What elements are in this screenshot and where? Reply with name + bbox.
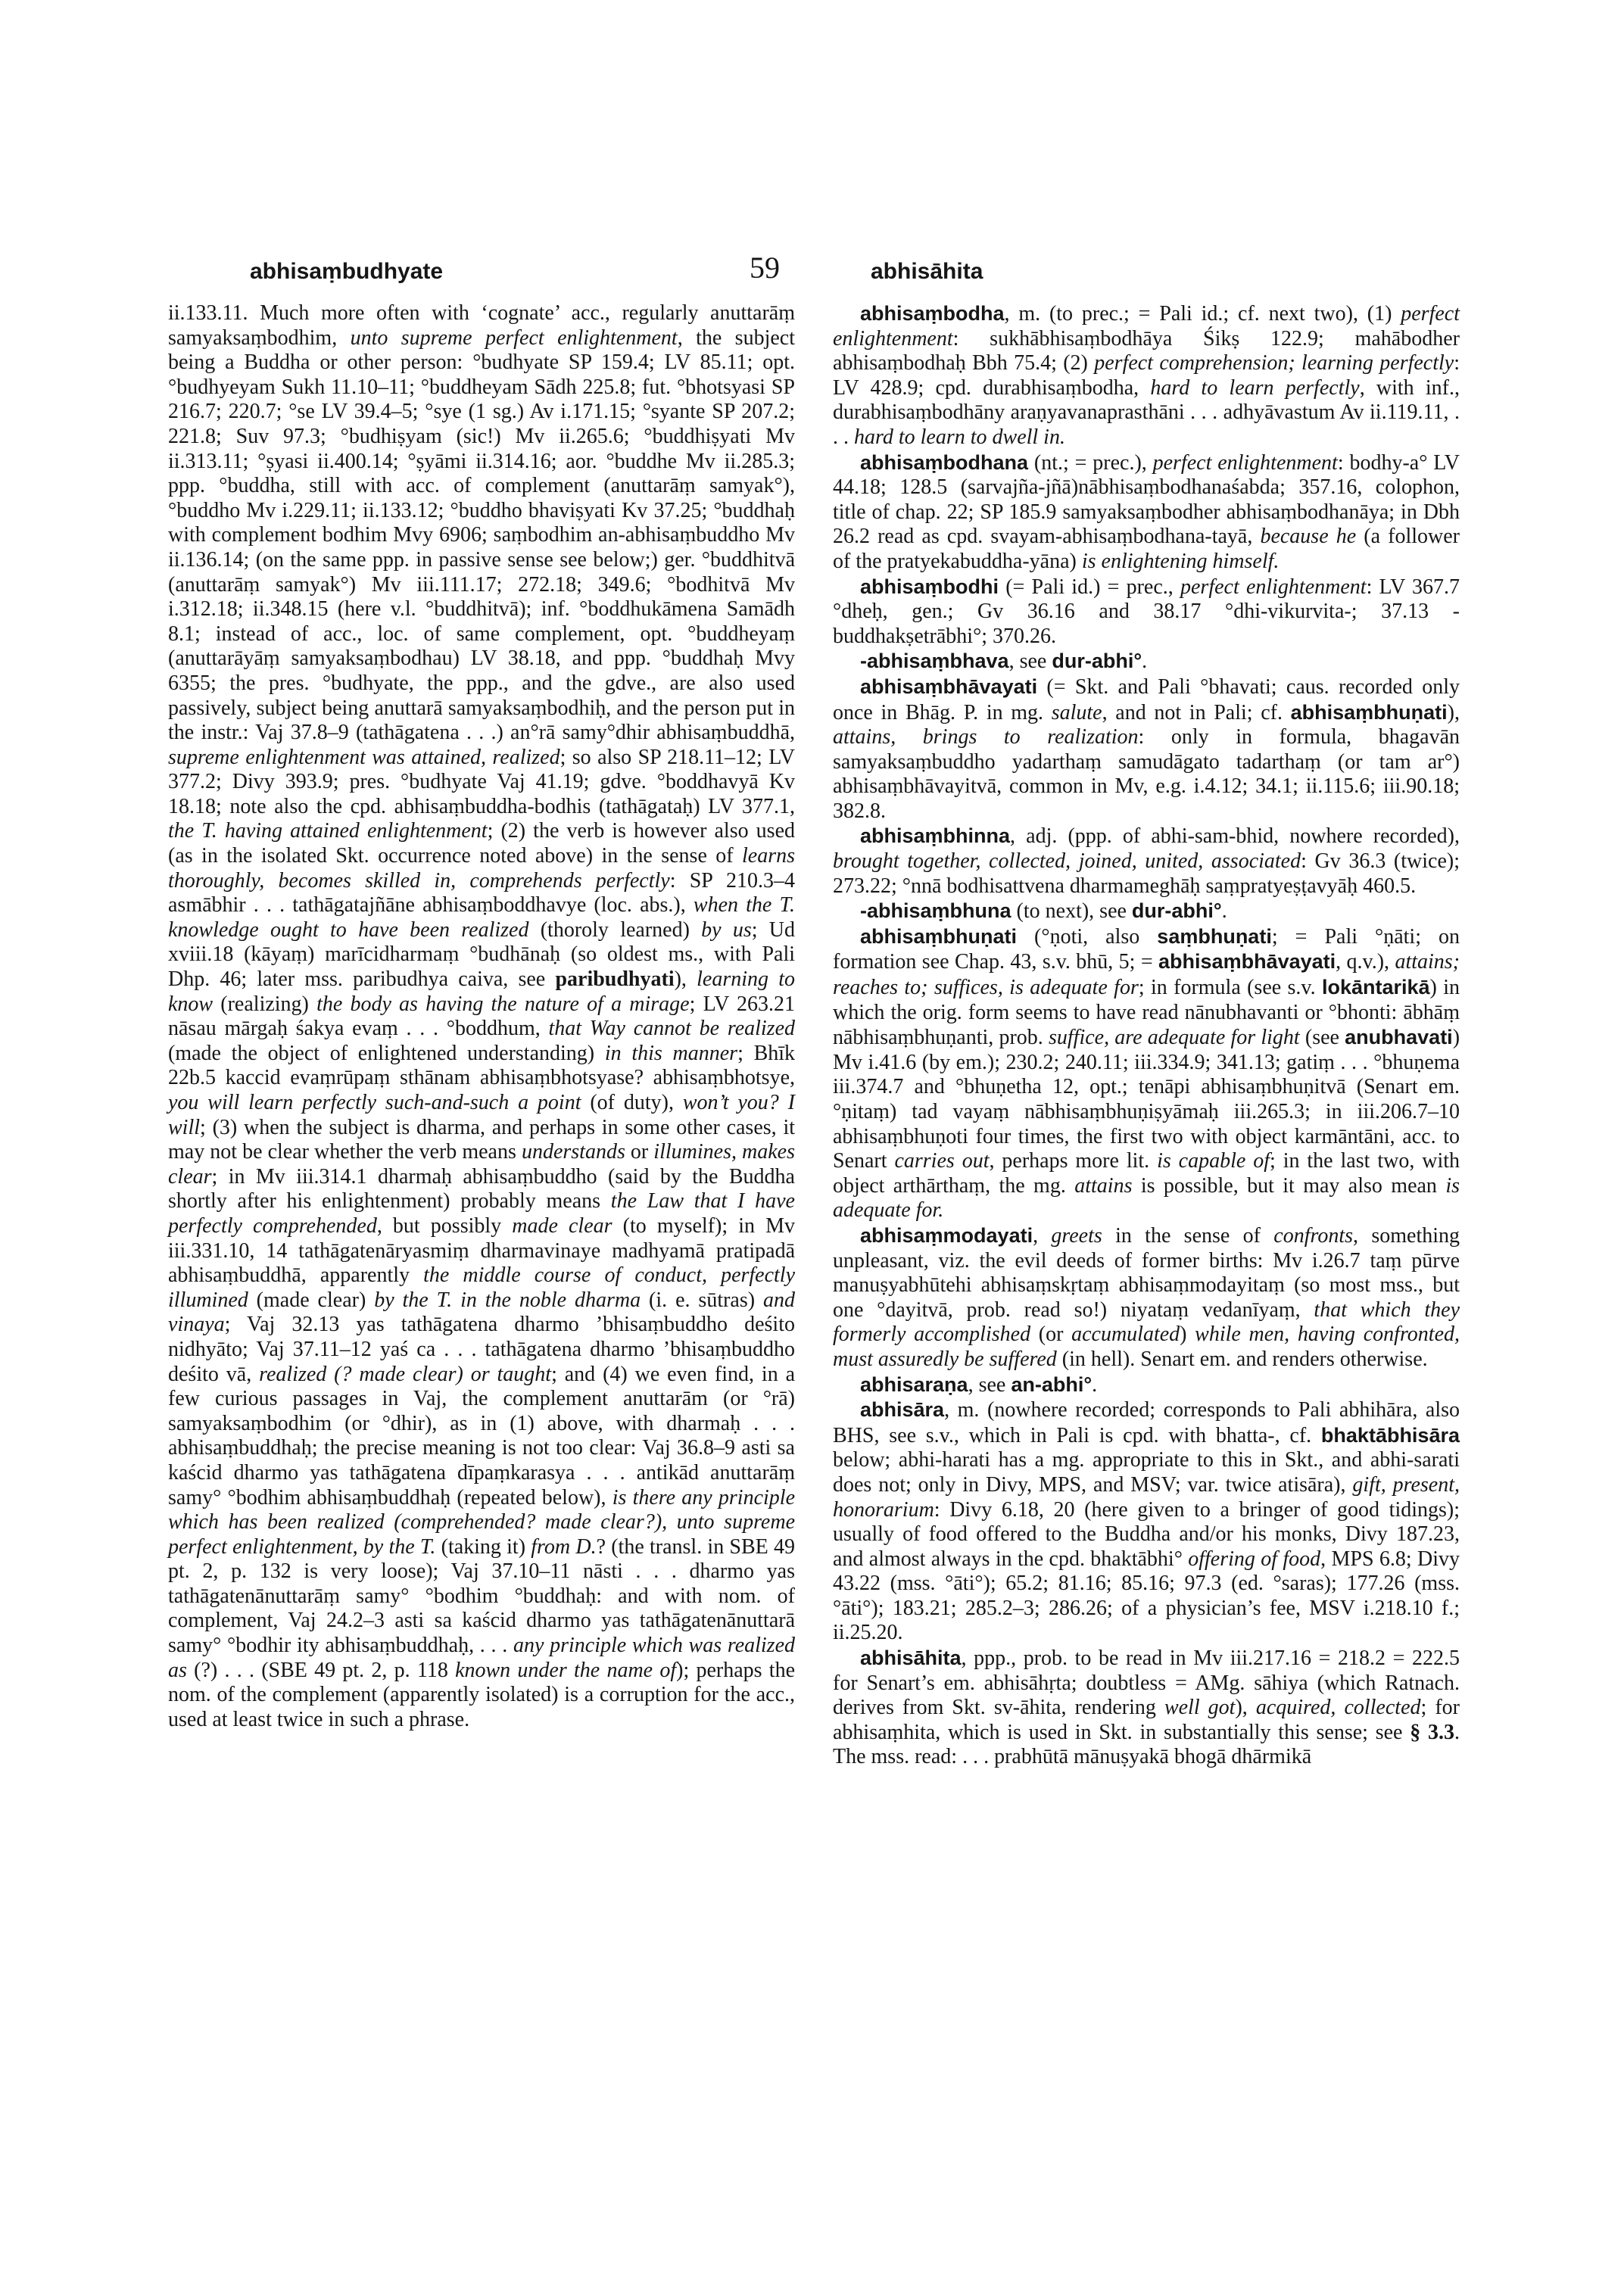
entry-text: , see: [1008, 650, 1052, 674]
entry-text: ; LV 263.21 nāsau mārgaḥ śakya evaṃ . . . °boddhum,: [168, 992, 795, 1041]
headword: abhisāhita: [860, 1647, 962, 1670]
entry-text: : SP 210.3–4 asmābhir . . . tathāgatajñāne abhisaṃboddhavye (loc. abs.),: [168, 868, 795, 918]
entry-text: ; in formula (see s.v.: [1138, 976, 1322, 1000]
entry-text: : Gv 36.3 (twice); 273.22; °nnā bodhisattvena dharmameghāḥ saṃpratyeṣṭavyāḥ 460.5.: [833, 849, 1460, 898]
gloss-text: understands: [521, 1140, 625, 1164]
entry-text: ; in the last two, with object arthārthaṃ, the mg.: [833, 1149, 1460, 1198]
entry-text: ,: [1033, 1223, 1052, 1248]
gloss-text: by the T. in the noble dharma: [374, 1288, 641, 1312]
cross-reference: paribudhyati: [555, 967, 675, 992]
gloss-text: suffice, are adequate for light: [1048, 1026, 1300, 1050]
entry-text: (°ṇoti, also: [1017, 924, 1158, 949]
entry-text: ),: [674, 967, 697, 992]
entry-text: : sukhābhisaṃbodhāya Śikṣ 122.9; mahābodher abhisaṃbodhaḥ Bbh 75.4; (2): [833, 326, 1460, 375]
entry-text: : bodhy-a° LV 44.18; 128.5 (sarvajña-jñā)nābhisaṃbodhanaśabda; 357.16, colophon, title of chap. 22; SP 185.9 samyaksaṃbodher abhisaṃbodhanāya; in Dbh 26.2 read as cpd. svayam-abhisaṃbodhana-tayā,: [833, 450, 1460, 549]
dictionary-entry: [833, 1397, 1460, 1646]
headword: abhisaṃmodayati: [860, 1223, 1033, 1247]
gloss-text: perfect enlightenment: [833, 302, 1460, 350]
gloss-text: attains; reaches to; suffices, is adequate for: [833, 950, 1460, 1000]
gloss-text: when the T. knowledge ought to have been realized: [168, 893, 795, 942]
entry-text: (made the object of enlightened understanding): [168, 1041, 605, 1065]
dictionary-entry: [833, 675, 1460, 824]
headword: lokāntarikā: [1321, 976, 1430, 999]
entry-text: (nt.; = prec.),: [1028, 450, 1153, 475]
headword: abhisāra: [860, 1398, 945, 1422]
gloss-text: known under the name of: [455, 1658, 677, 1682]
entry-text: (or: [1030, 1323, 1072, 1347]
headword: bhaktābhisāra: [1320, 1423, 1460, 1447]
gloss-text: confronts: [1273, 1223, 1354, 1248]
gloss-text: perfect enlightenment: [1152, 450, 1338, 475]
entry-text: (thoroly learned): [528, 918, 702, 942]
entry-text: : LV 367.7 °dheḥ, gen.; Gv 36.16 and 38.17 °dhi-vikurvita-; 37.13 -buddhakṣetrābhi°; 370.26.: [833, 575, 1460, 648]
header-left-headword: abhisaṃbudhyate: [250, 259, 444, 284]
dictionary-entry: [833, 824, 1460, 899]
gloss-text: perfect comprehension; learning perfectly: [1094, 351, 1454, 375]
entry-text: : LV 428.9; cpd. durabhisaṃbodha,: [833, 351, 1460, 400]
entry-text: ; (3) when the subject is dharma, and perhaps in some other cases, it may not be clear whether the verb means: [168, 1115, 795, 1164]
gloss-text: because he: [1260, 525, 1357, 549]
entry-text: ; = Pali °ṇāti; on formation see Chap. 43, s.v. bhū, 5; =: [833, 924, 1460, 974]
entry-text: : Divy 6.18, 20 (here given to a bringer of good tidings); usually of food offered to the Buddha and/or his monks, Divy 187.23, and almost always in the cpd. bhaktābhi°: [833, 1497, 1460, 1571]
entry-text: (= Skt. and Pali °bhavati; caus. recorded only once in Bhāg. P. in mg.: [833, 675, 1460, 724]
gloss-text: the T. having attained enlightenment: [168, 819, 488, 843]
entry-text: , ppp., prob. to be read in Mv iii.217.16 = 218.2 = 222.5 for Senart’s em. abhisāhṛta; doubtless = AMg. sāhiya (which Ratnach. derives from Skt. sv-āhita, rendering: [833, 1647, 1460, 1720]
entry-text: , the subject being a Buddha or other person: °budhyate SP 159.4; LV 85.11; opt. °budhyeyam Sukh 11.10–11; °buddheyam Sādh 225.8; fut. °bhotsyasi SP 216.7; 220.7; °se LV 39.4–5; °sye (1 sg.) Av i.171.15; °syante SP 207.2; 221.8; Suv 97.3; °budhiṣyam (sic!) Mv ii.265.6; °buddhiṣyati Mv ii.313.11; °ṣyasi ii.400.14; °ṣyāmi ii.314.16; aor. °buddhe Mv ii.285.3; ppp. °buddha, still with acc. of complement (anuttarāṃ samyak°), °buddho Mv i.229.11; ii.133.12; °buddho bhaviṣyati Kv 37.25; °buddhaḥ with complement bodhim Mvy 6906; saṃbodhim an-abhisaṃbuddho Mv ii.136.14; (on the same ppp. in passive sense see below;) ger. °buddhitvā (anuttarāṃ samyak°) Mv iii.111.17; 272.18; 349.6; °bodhitvā Mv i.312.18; ii.348.15 (here v.l. °buddhitvā); inf. °boddhukāmena Samādh 8.1; instead of acc., loc. of same complement, opt. °buddheyaṃ (anuttarāyāṃ samyaksaṃbodhau) LV 38.18, and ppp. °buddhaḥ Mvy 6355; the pres. °budhyate, the ppp., and the gdve., are also used passively, subject being anuttarā samyaksaṃbodhiḥ, and the person put in the instr.: Vaj 37.8–9 (tathāgatena . . .) an°rā samy°dhir abhisaṃbuddhā,: [168, 326, 795, 745]
page-number: 59: [750, 251, 780, 285]
gloss-text: greets: [1051, 1223, 1102, 1248]
entry-text: in the sense of: [1102, 1223, 1274, 1248]
gloss-text: from D.: [531, 1534, 597, 1559]
gloss-text: is enlightening himself.: [1081, 549, 1280, 573]
entry-text: .: [1092, 1372, 1098, 1397]
entry-text: ),: [1447, 700, 1460, 724]
entry-text: ; Ud xviii.18 (kāyaṃ) marīcidharmaṃ °budhānaḥ (so oldest ms., with Pali Dhp. 46; later mss. paribudhya caiva, see: [168, 918, 796, 992]
gloss-text: made clear: [512, 1213, 613, 1238]
entry-text: , perhaps more lit.: [989, 1149, 1158, 1173]
cross-reference: § 3.3: [1410, 1720, 1454, 1744]
entry-text: , q.v.),: [1336, 950, 1395, 974]
right-column: [833, 301, 1460, 1770]
entry-text: .: [1221, 899, 1227, 924]
headword: an-abhi°: [1011, 1372, 1093, 1396]
gloss-text: acquired, collected: [1255, 1696, 1421, 1720]
entry-text: ; and (4) we even find, in a few curious passages in Vaj, the complement anuttarām (or °rā) samyaksaṃbodhim (or °dhir), as in (1) above, with dharmaḥ . . . abhisaṃbuddhaḥ; the precise meaning is not too clear: Vaj 36.8–9 asti sa kaścid dharmo yas tathāgatena dīpaṃkarasya . . . antikād anuttarāṃ samy° °bodhim abhisaṃbuddhaḥ (repeated below),: [168, 1362, 796, 1509]
entry-text: ? (the transl. in SBE 49 pt. 2, p. 132 is very loose); Vaj 37.10–11 nāsti . . . dharmo yas tathāgatenānuttarāṃ samy° °bodhim °buddhaḥ: and with nom. of complement, Vaj 24.2–3 asti sa kaścid dharmo yas tathāgatenānuttarā samy° °bodhir ity abhisaṃbuddhaḥ, . . .: [168, 1534, 795, 1658]
gloss-text: attains: [1074, 1173, 1133, 1198]
headword: abhisaṃbodhi: [860, 575, 999, 598]
gloss-text: learning to know: [168, 967, 795, 1016]
entry-text: is possible, but it may also mean: [1132, 1173, 1446, 1198]
entry-text: ; Vaj 32.13 yas tathāgatena dharmo ’bhisaṃbuddho deśito nidhyāto; Vaj 37.11–12 yaś ca . . . tathāgatena dharmo ’bhisaṃbuddho deśito vā,: [168, 1313, 795, 1386]
dictionary-entry: [833, 899, 1460, 924]
entry-text: (= Pali id.) = prec.,: [999, 575, 1180, 599]
gloss-text: is adequate for.: [833, 1173, 1460, 1223]
dictionary-entry: [833, 649, 1460, 675]
gloss-text: that Way cannot be realized: [548, 1017, 796, 1041]
entry-text: (i. e. sūtras): [641, 1288, 763, 1312]
headword: abhisaṃbhāvayati: [860, 675, 1038, 698]
gloss-text: brought together, collected, joined, united, associated: [833, 849, 1301, 874]
gloss-text: and vinaya: [168, 1288, 795, 1337]
gloss-text: any principle which was realized as: [168, 1634, 796, 1682]
headword: -abhisaṃbhava: [860, 650, 1009, 673]
running-header: [0, 250, 1624, 295]
entry-text: , something unpleasant, viz. the evil deeds of former births: Mv i.26.7 taṃ pūrve manuṣyabhūtehi abhisaṃskṛtaṃ abhisaṃmodayitaṃ (so most mss., but one °dayitvā, prob. read so!) niyataṃ vedanīyaṃ,: [833, 1223, 1460, 1322]
gloss-text: that which they formerly accomplished: [833, 1298, 1460, 1347]
entry-text: , m. (nowhere recorded; corresponds to Pali abhihāra, also BHS, see s.v., which in Pali is cpd. with bhatta-, cf.: [833, 1398, 1460, 1447]
entry-text: , and not in Pali; cf.: [1102, 700, 1291, 724]
entry-text: : only in formula, bhagavān samyaksaṃbuddho yadarthaṃ samudāgato tadarthaṃ (or tam ar°) abhisaṃbhāvayitvā, common in Mv, e.g. i.4.12; 34.1; ii.115.6; iii.90.18; 382.8.: [833, 725, 1460, 823]
dictionary-entry: [168, 301, 795, 1732]
entry-text: . The mss. read: . . . prabhūtā mānuṣyakā bhogā dhārmikā: [833, 1720, 1460, 1769]
entry-text: ; Bhīk 22b.5 kaccid evaṃrūpaṃ sthānam abhisaṃbhotsyase? abhisaṃbhotsye,: [168, 1041, 796, 1090]
entry-text: , see: [968, 1372, 1011, 1397]
entry-text: (a follower of the pratyekabuddha-yāna): [833, 525, 1460, 573]
entry-text: (made clear): [248, 1288, 375, 1312]
entry-text: ; so also SP 218.11–12; LV 377.2; Divy 393.9; pres. °budhyate Vaj 41.19; gdve. °boddhavyā Kv 18.18; note also the cpd. abhisaṃbuddha-bodhis (tathāgataḥ) LV 377.1,: [168, 745, 795, 818]
gloss-text: offering of food: [1188, 1547, 1321, 1571]
entry-text: (in hell). Senart em. and renders otherwise.: [1056, 1347, 1428, 1371]
headword: anubhavati: [1345, 1026, 1453, 1049]
left-column: [168, 301, 795, 1732]
gloss-text: by us: [701, 918, 752, 942]
entry-text: (see: [1299, 1026, 1345, 1050]
entry-text: ); perhaps the nom. of the complement (apparently isolated) is a corruption for the acc., used at least twice in such a phrase.: [168, 1658, 795, 1731]
gloss-text: perfect enlightenment: [1180, 575, 1367, 599]
gloss-text: is capable of: [1157, 1149, 1270, 1173]
entry-text: (to next), see: [1011, 899, 1132, 924]
gloss-text: supreme enlightenment was attained, realized: [168, 745, 560, 769]
entry-text: , adj. (ppp. of abhi-sam-bhid, nowhere recorded),: [1010, 824, 1460, 849]
gloss-text: the body as having the nature of a mirage: [316, 992, 690, 1016]
gloss-text: realized (? made clear) or taught: [259, 1362, 552, 1386]
headword: abhisaṃbhuṇati: [1290, 700, 1448, 724]
entry-text: ; for abhisaṃhita, which is used in Skt. in substantially this sense; see: [833, 1696, 1460, 1744]
gloss-text: attains, brings to realization: [833, 725, 1139, 749]
dictionary-entry: [833, 924, 1460, 1223]
headword: abhisaṃbhuṇati: [860, 924, 1018, 948]
gloss-text: in this manner: [604, 1041, 738, 1065]
header-right-headword: abhisāhita: [871, 259, 983, 284]
entry-text: ) Mv i.41.6 (by em.); 230.2; 240.11; iii.334.9; 341.13; gatiṃ . . . °bhuṇema iii.374.7 and °bhuṇetha 12, opt.; tenāpi abhisaṃbhuṇitvā (Senart em. °ṇitaṃ) tad vayaṃ nābhisaṃbhuṇiṣyāmaḥ iii.265.3; in iii.206.7–10 abhisaṃbhuṇoti four times, the first two with object karmāntāni, acc. to Senart: [833, 1026, 1460, 1173]
headword: dur-abhi°: [1131, 899, 1222, 923]
entry-text: below; abhi-harati has a mg. appropriate to this in Skt., and abhi-sarati does not; only in Divy, MPS, and MSV; var. twice atisāra),: [833, 1448, 1460, 1497]
entry-text: ii.133.11. Much more often with ‘cognate’ acc., regularly anuttarāṃ samyaksaṃbodhim,: [168, 301, 795, 350]
gloss-text: accumulated: [1071, 1323, 1180, 1347]
gloss-text: salute: [1051, 700, 1102, 724]
gloss-text: the Law that I have perfectly comprehended: [168, 1189, 795, 1238]
entry-text: , with inf., durabhisaṃbodhāny araṇyavanaprasthāni . . . adhyāvastum Av ii.119.11, . . .: [833, 375, 1460, 449]
headword: abhisaṃbhāvayati: [1158, 950, 1336, 974]
entry-text: ): [1180, 1323, 1195, 1347]
headword: abhisaṃbodha: [860, 302, 1005, 325]
entry-text: (of duty),: [581, 1091, 683, 1114]
entry-text: , but possibly: [376, 1213, 513, 1238]
entry-text: , m. (to prec.; = Pali id.; cf. next two), (1): [1004, 302, 1401, 326]
gloss-text: gift, present, honorarium: [833, 1472, 1460, 1522]
gloss-text: learns thoroughly, becomes skilled in, comprehends perfectly: [168, 844, 795, 893]
entry-text: ; in Mv iii.314.1 dharmaḥ abhisaṃbuddho (said by the Buddha shortly after his enlightenment) probably means: [168, 1164, 795, 1213]
entry-text: ; (2) the verb is however also used (as in the isolated Skt. occurrence noted above) in the sense of: [168, 819, 796, 868]
gloss-text: unto supreme perfect enlightenment: [350, 326, 678, 350]
gloss-text: you will learn perfectly such-and-such a point: [168, 1091, 581, 1114]
dictionary-entry: [833, 1223, 1460, 1372]
entry-text: ) in which the orig. form seems to have read nānubhavanti or °bhonti: ābhāṃ nābhisaṃbhuṇanti, prob.: [833, 976, 1460, 1050]
entry-text: (taking it): [435, 1534, 531, 1559]
gloss-text: is there any principle which has been realized (comprehended? made clear?), unto supreme perfect enlightenment, by the T.: [168, 1485, 795, 1559]
entry-text: (?) . . . (SBE 49 pt. 2, p. 118: [186, 1658, 456, 1682]
gloss-text: carries out: [894, 1149, 990, 1173]
entry-text: ),: [1235, 1696, 1256, 1720]
headword: saṃbhuṇati: [1157, 924, 1272, 948]
headword: abhisaraṇa: [860, 1372, 968, 1396]
entry-text: .: [1142, 650, 1148, 674]
headword: -abhisaṃbhuna: [860, 899, 1011, 923]
dictionary-entry: [833, 450, 1460, 575]
gloss-text: hard to learn perfectly: [1150, 375, 1360, 400]
entry-text: (realizing): [213, 992, 317, 1016]
dictionary-entry: [833, 1646, 1460, 1770]
entry-text: , MPS 6.8; Divy 43.22 (mss. °āti°); 65.2; 81.16; 85.16; 97.3 (ed. °saras); 177.26 (mss. °āti°); 183.21; 285.2–3; 286.26; of a physician’s fee, MSV i.218.10 f.; ii.25.20.: [833, 1547, 1460, 1645]
dictionary-entry: [833, 1372, 1460, 1398]
headword: abhisaṃbhinna: [860, 824, 1011, 848]
gloss-text: won’t you? I will: [168, 1091, 795, 1139]
entry-text: or: [625, 1140, 654, 1164]
headword: abhisaṃbodhana: [860, 450, 1029, 474]
gloss-text: illumines, makes clear: [168, 1140, 795, 1189]
entry-text: (to myself); in Mv iii.331.10, 14 tathāgatenāryasmiṃ dharmavinaye madhyamā pratipadā abhisaṃbuddhā, apparently: [168, 1213, 795, 1288]
gloss-text: well got: [1164, 1696, 1236, 1720]
gloss-text: while men, having confronted, must assuredly be suffered: [833, 1323, 1460, 1371]
gloss-text: hard to learn to dwell in.: [854, 425, 1065, 449]
dictionary-entry: [833, 575, 1460, 650]
gloss-text: the middle course of conduct, perfectly illumined: [168, 1263, 796, 1312]
headword: dur-abhi°: [1052, 650, 1142, 673]
dictionary-entry: [833, 301, 1460, 450]
